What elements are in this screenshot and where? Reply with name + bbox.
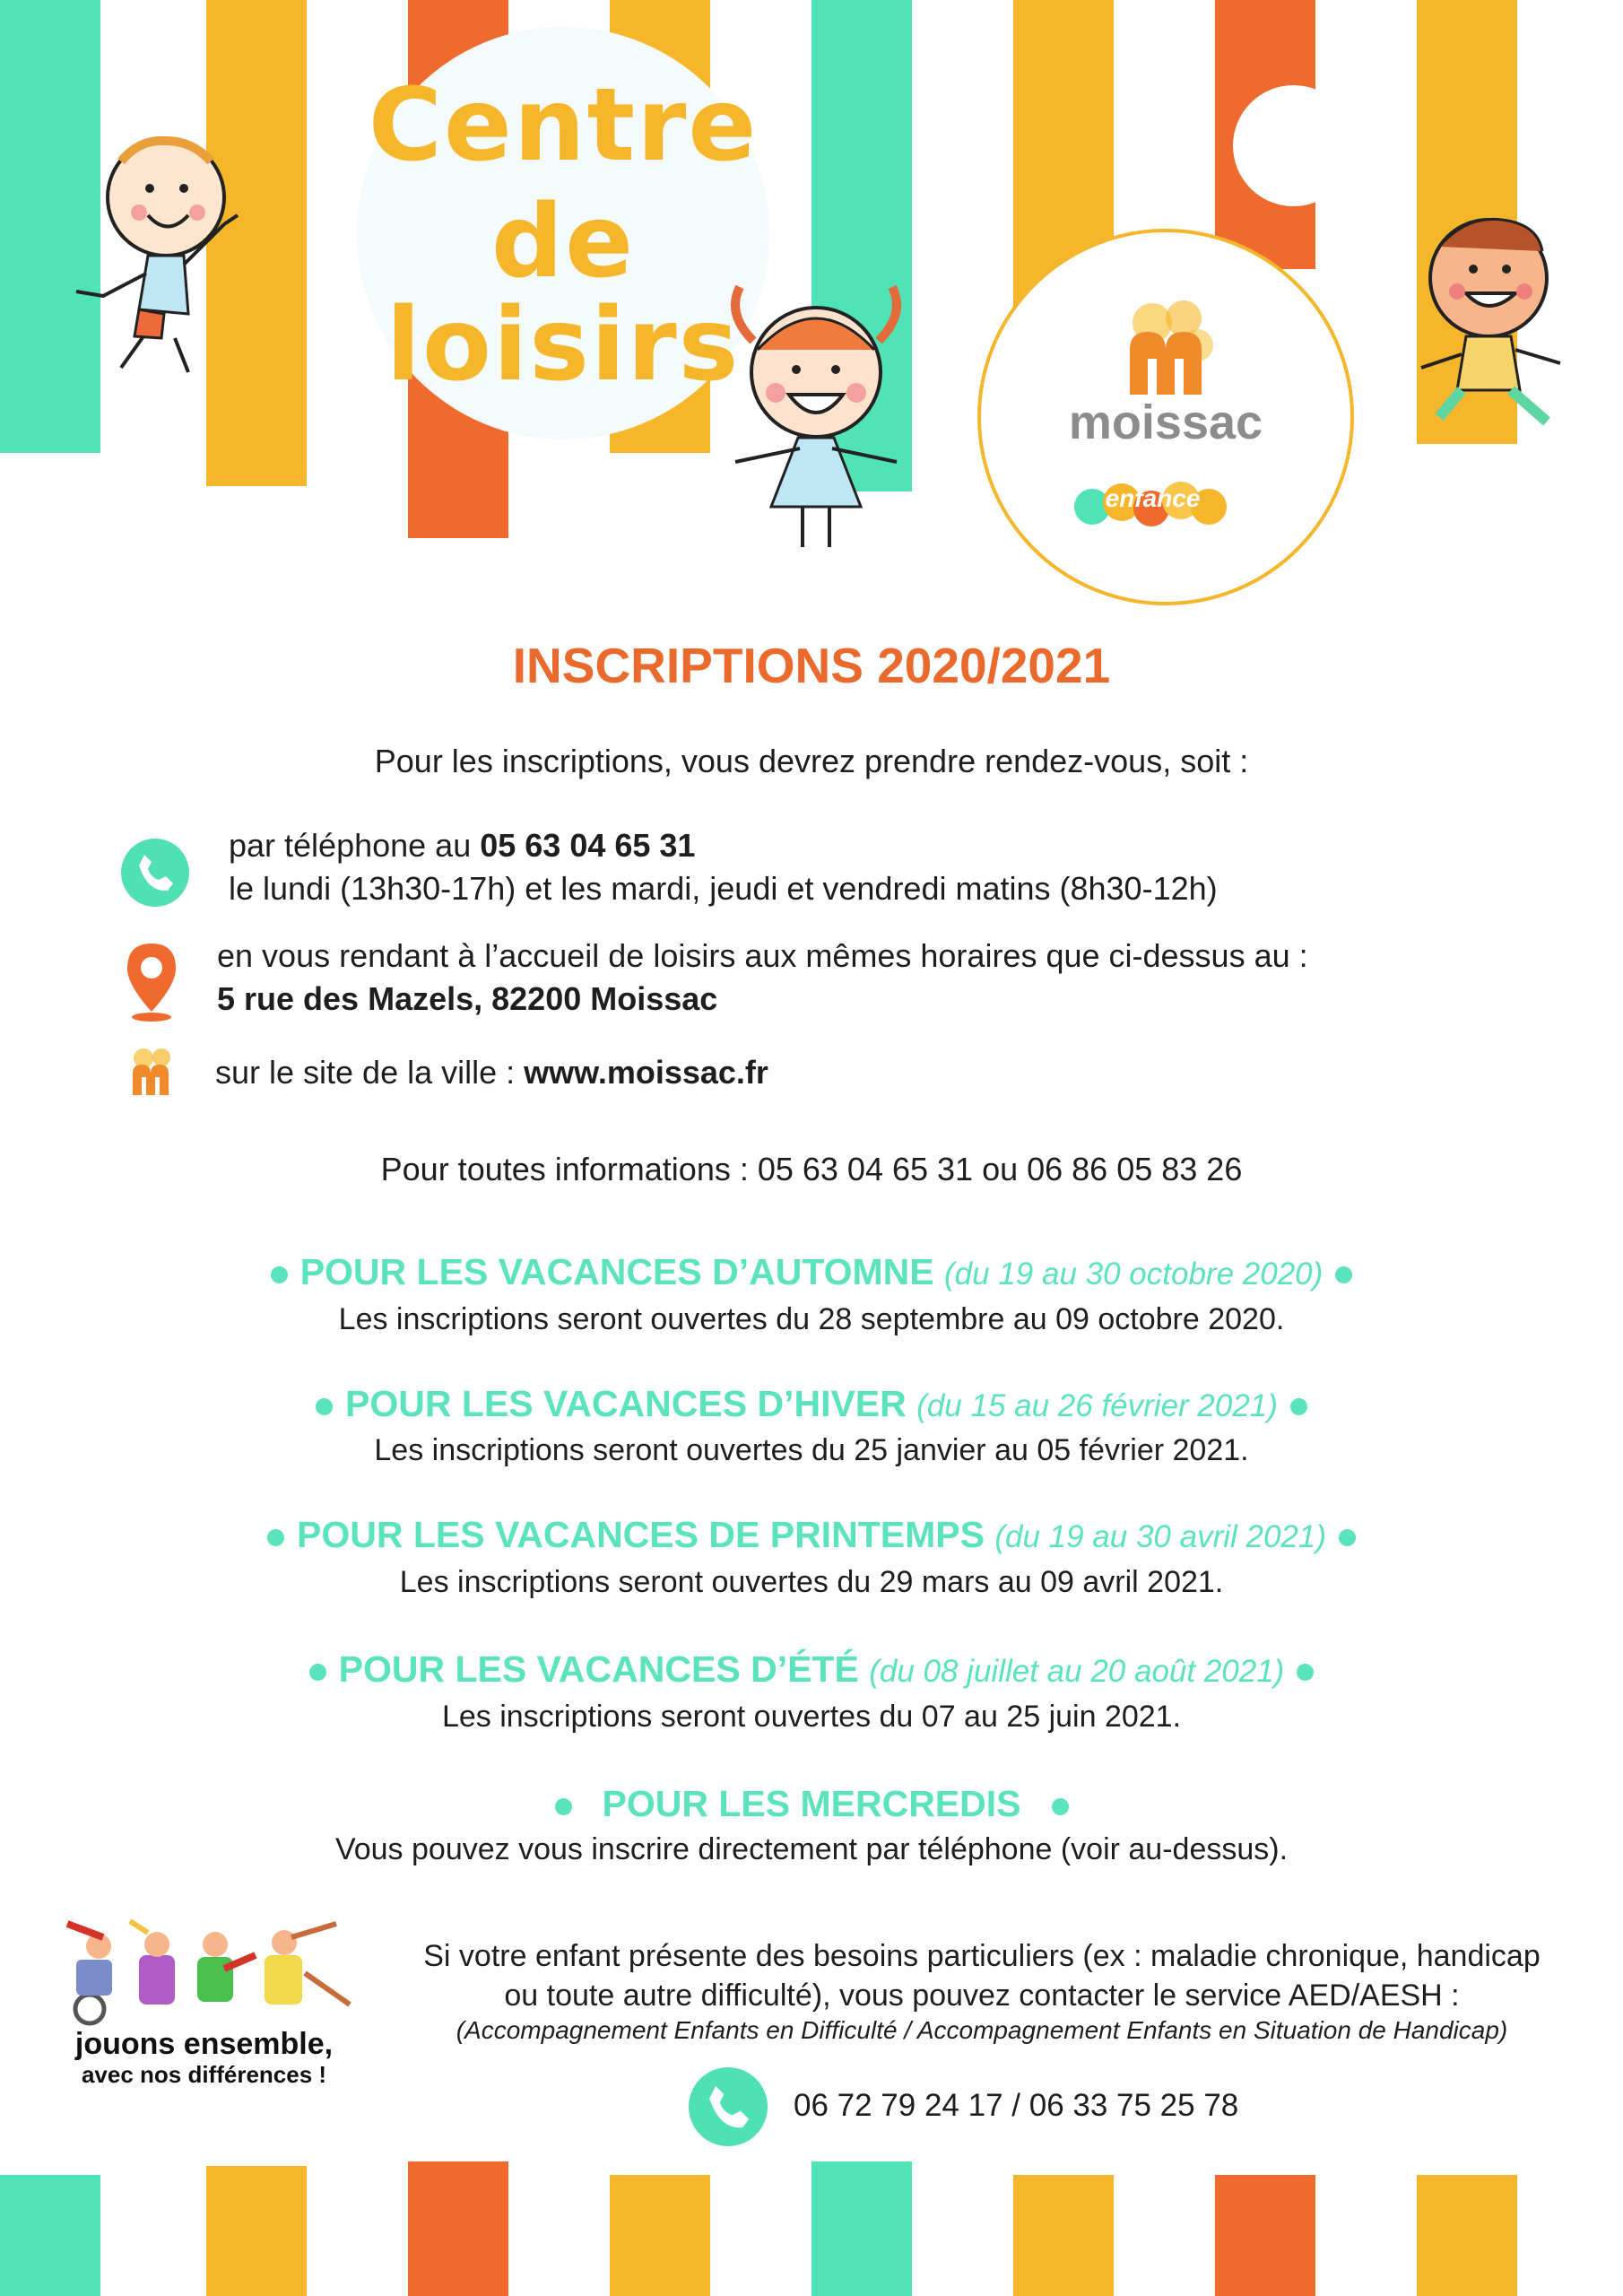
website-link[interactable]: www.moissac.fr <box>524 1054 768 1091</box>
badge-line-1: jouons ensemble, <box>74 2027 334 2061</box>
bottom-stripe <box>1013 2175 1114 2296</box>
section-summer-title: POUR LES VACANCES D’ÉTÉ (du 08 juillet au 20 août 2021) <box>0 1648 1623 1691</box>
phone-hours: le lundi (13h30-17h) et les mardi, jeudi et vendredi matins (8h30-12h) <box>229 870 1218 907</box>
title-line-2: de <box>490 184 636 300</box>
location-pin-icon <box>124 942 179 1022</box>
title-line-3: loisirs <box>386 287 741 404</box>
section-dates: (du 19 au 30 avril 2021) <box>994 1519 1327 1554</box>
children-group-illustration <box>49 1919 359 2027</box>
moissac-small-logo-icon <box>126 1045 179 1099</box>
section-autumn-title: POUR LES VACANCES D’AUTOMNE (du 19 au 30 octobre 2020) <box>0 1251 1623 1293</box>
aed-line-2: ou toute autre difficulté), vous pouvez contacter le service AED/AESH : <box>504 1979 1460 2013</box>
bottom-stripe <box>812 2161 912 2296</box>
website-line <box>215 1054 768 1091</box>
bullet-dot <box>555 1798 572 1815</box>
title-line-1: Centre <box>368 67 759 184</box>
moissac-logo-name: moissac <box>1068 396 1263 449</box>
bullet-dot <box>316 1398 333 1415</box>
address: 5 rue des Mazels, 82200 Moissac <box>217 980 718 1017</box>
phone-icon <box>121 839 189 907</box>
bullet-dot <box>1052 1798 1069 1815</box>
boy-running-illustration <box>1403 211 1592 435</box>
section-wednesday-body: Vous pouvez vous inscrire directement par téléphone (voir au-dessus). <box>334 1832 1289 1866</box>
section-winter-title: POUR LES VACANCES D’HIVER (du 15 au 26 février 2021) <box>0 1383 1623 1425</box>
aed-line-3: (Accompagnement Enfants en Difficulté / Accompagnement Enfants en Situation de Handicap) <box>456 2016 1508 2044</box>
section-winter-body: Les inscriptions seront ouvertes du 25 janvier au 05 février 2021. <box>374 1433 1249 1467</box>
decorative-dot <box>1233 85 1354 206</box>
section-dates: (du 08 juillet au 20 août 2021) <box>869 1654 1285 1689</box>
bullet-dot <box>1297 1664 1314 1681</box>
bullet-dot <box>309 1664 326 1681</box>
moissac-logo-icon <box>1112 296 1219 404</box>
bullet-dot <box>271 1266 288 1283</box>
phone-number: 05 63 04 65 31 <box>480 827 696 864</box>
bottom-stripe <box>1215 2175 1315 2296</box>
bottom-stripe <box>206 2166 307 2296</box>
website-prefix: sur le site de la ville : <box>215 1054 525 1091</box>
page-title: INSCRIPTIONS 2020/2021 <box>512 638 1111 693</box>
section-dates: (du 15 au 26 février 2021) <box>916 1388 1278 1423</box>
aed-line-1: Si votre enfant présente des besoins particuliers (ex : maladie chronique, handicap <box>423 1939 1541 1973</box>
info-line: Pour toutes informations : 05 63 04 65 31 ou 06 86 05 83 26 <box>380 1151 1243 1187</box>
intro-text: Pour les inscriptions, vous devrez prendre rendez-vous, soit : <box>374 743 1249 779</box>
bottom-stripe <box>0 2175 100 2296</box>
bullet-dot <box>1339 1529 1356 1546</box>
bullet-dot <box>1335 1266 1352 1283</box>
visit-text: en vous rendant à l’accueil de loisirs aux mêmes horaires que ci-dessus au : <box>217 937 1308 974</box>
bottom-stripe <box>408 2161 508 2296</box>
phone-prefix: par téléphone au <box>229 827 481 864</box>
section-dates: (du 19 au 30 octobre 2020) <box>944 1257 1324 1292</box>
bottom-stripe <box>610 2175 710 2296</box>
moissac-logo-sub: enfance <box>1105 484 1201 512</box>
section-spring-body: Les inscriptions seront ouvertes du 29 mars au 09 avril 2021. <box>399 1565 1224 1599</box>
girl-pigtails-illustration <box>717 278 915 561</box>
section-summer-body: Les inscriptions seront ouvertes du 07 au 25 juin 2021. <box>441 1700 1182 1734</box>
badge-line-2: avec nos différences ! <box>81 2061 327 2088</box>
phone-icon <box>689 2067 768 2146</box>
section-autumn-body: Les inscriptions seront ouvertes du 28 septembre au 09 octobre 2020. <box>338 1302 1285 1336</box>
phone-line <box>229 827 695 865</box>
section-wednesday-title: POUR LES MERCREDIS <box>0 1783 1623 1825</box>
boy-waving-illustration <box>67 130 247 381</box>
bullet-dot <box>1290 1398 1307 1415</box>
bullet-dot <box>267 1529 284 1546</box>
aed-phones: 06 72 79 24 17 / 06 33 75 25 78 <box>794 2088 1239 2123</box>
section-spring-title: POUR LES VACANCES DE PRINTEMPS (du 19 au 30 avril 2021) <box>0 1514 1623 1556</box>
bottom-stripe <box>1417 2175 1517 2296</box>
